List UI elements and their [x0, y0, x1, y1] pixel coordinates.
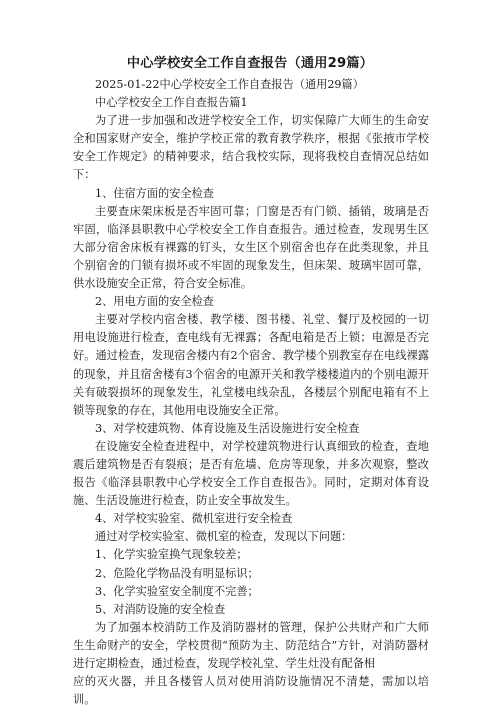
- paragraph-buildings: 在设施安全检查进程中，对学校建筑物进行认真细致的检查，查地震后建筑物是否有裂痕；是否有危墙、危房等现象，并多次观察，整改报告《临泽县职教中心学校安全工作自查报告》。同时，定期对体育设施、生活设施进行检查，防止安全事故发生。: [73, 439, 429, 508]
- document-title: 中心学校安全工作自查报告（通用29篇）: [126, 56, 374, 71]
- heading-labs: 4、对学校实验室、微机室进行安全检查: [95, 512, 293, 526]
- list-item: 1、化学实验室换气现象较差；: [95, 548, 248, 562]
- paragraph-electricity: 主要对学校内宿舍楼、教学楼、图书楼、礼堂、餐厅及校园的一切用电设施进行检查，查电线有无裸露；各配电箱是否上锁；电源是否完好。通过检查，发现宿舍楼内有2个宿舍、教学楼个别教室存在电线裸露的现象，并且宿舍楼有3个宿舍的电源开关和教学楼楼道内的个别电源开关有破裂损坏的现象发生，礼堂楼电线杂乱，各楼层个别配电箱有不上锁等现象的存在，其他用电设施安全正常。: [73, 313, 429, 417]
- heading-buildings: 3、对学校建筑物、体育设施及生活设施进行安全检查: [95, 421, 360, 435]
- heading-dormitory: 1、住宿方面的安全检查: [95, 186, 214, 200]
- document-body: [73, 76, 429, 709]
- list-item: 3、化学实验室安全制度不完善；: [95, 584, 259, 598]
- heading-electricity: 2、用电方面的安全检查: [95, 295, 214, 309]
- paragraph-labs: 通过对学校实验室、微机室的检查，发现以下问题：: [95, 530, 353, 544]
- date-line: 2025-01-22中心学校安全工作自查报告（通用29篇）: [95, 78, 364, 91]
- section-subtitle: 中心学校安全工作自查报告篇1: [95, 96, 248, 110]
- paragraph-dormitory: 主要查床架床板是否牢固可靠；门窗是否有门锁、插销，玻璃是否牢固，临泽县职教中心学校安全工作自查报告。通过检查，发现男生区大部分宿舍床板有裸露的钉头，女生区个别宿舍也存在此类现象，并且个别宿舍的门锁有损坏或不牢固的现象发生，但床架、玻璃牢固可靠，供水设施安全正常，符合安全标准。: [73, 204, 429, 291]
- paragraph-fire: 为了加强本校消防工作及消防器材的管理，保护公共财产和广大师生生命财产的安全，学校贯彻“预防为主、防范结合”方针，对消防器材进行定期检查，通过检查，发现学校礼堂、学生灶没有配备相: [73, 620, 429, 670]
- list-item: 2、危险化学物品没有明显标识；: [95, 566, 259, 580]
- paragraph-fire-continued: 应的灭火器，并且各楼管人员对使用消防设施情况不清楚，需加以培训。: [73, 675, 429, 707]
- intro-paragraph: 为了进一步加强和改进学校安全工作，切实保障广大师生的生命安全和国家财产安全，维护学校正常的教育教学秩序，根据《张掖市学校安全工作规定》的精神要求，结合我校实际，现将我校自查情况总结如下：: [73, 114, 429, 182]
- heading-fire: 5、对消防设施的安全检查: [95, 602, 226, 616]
